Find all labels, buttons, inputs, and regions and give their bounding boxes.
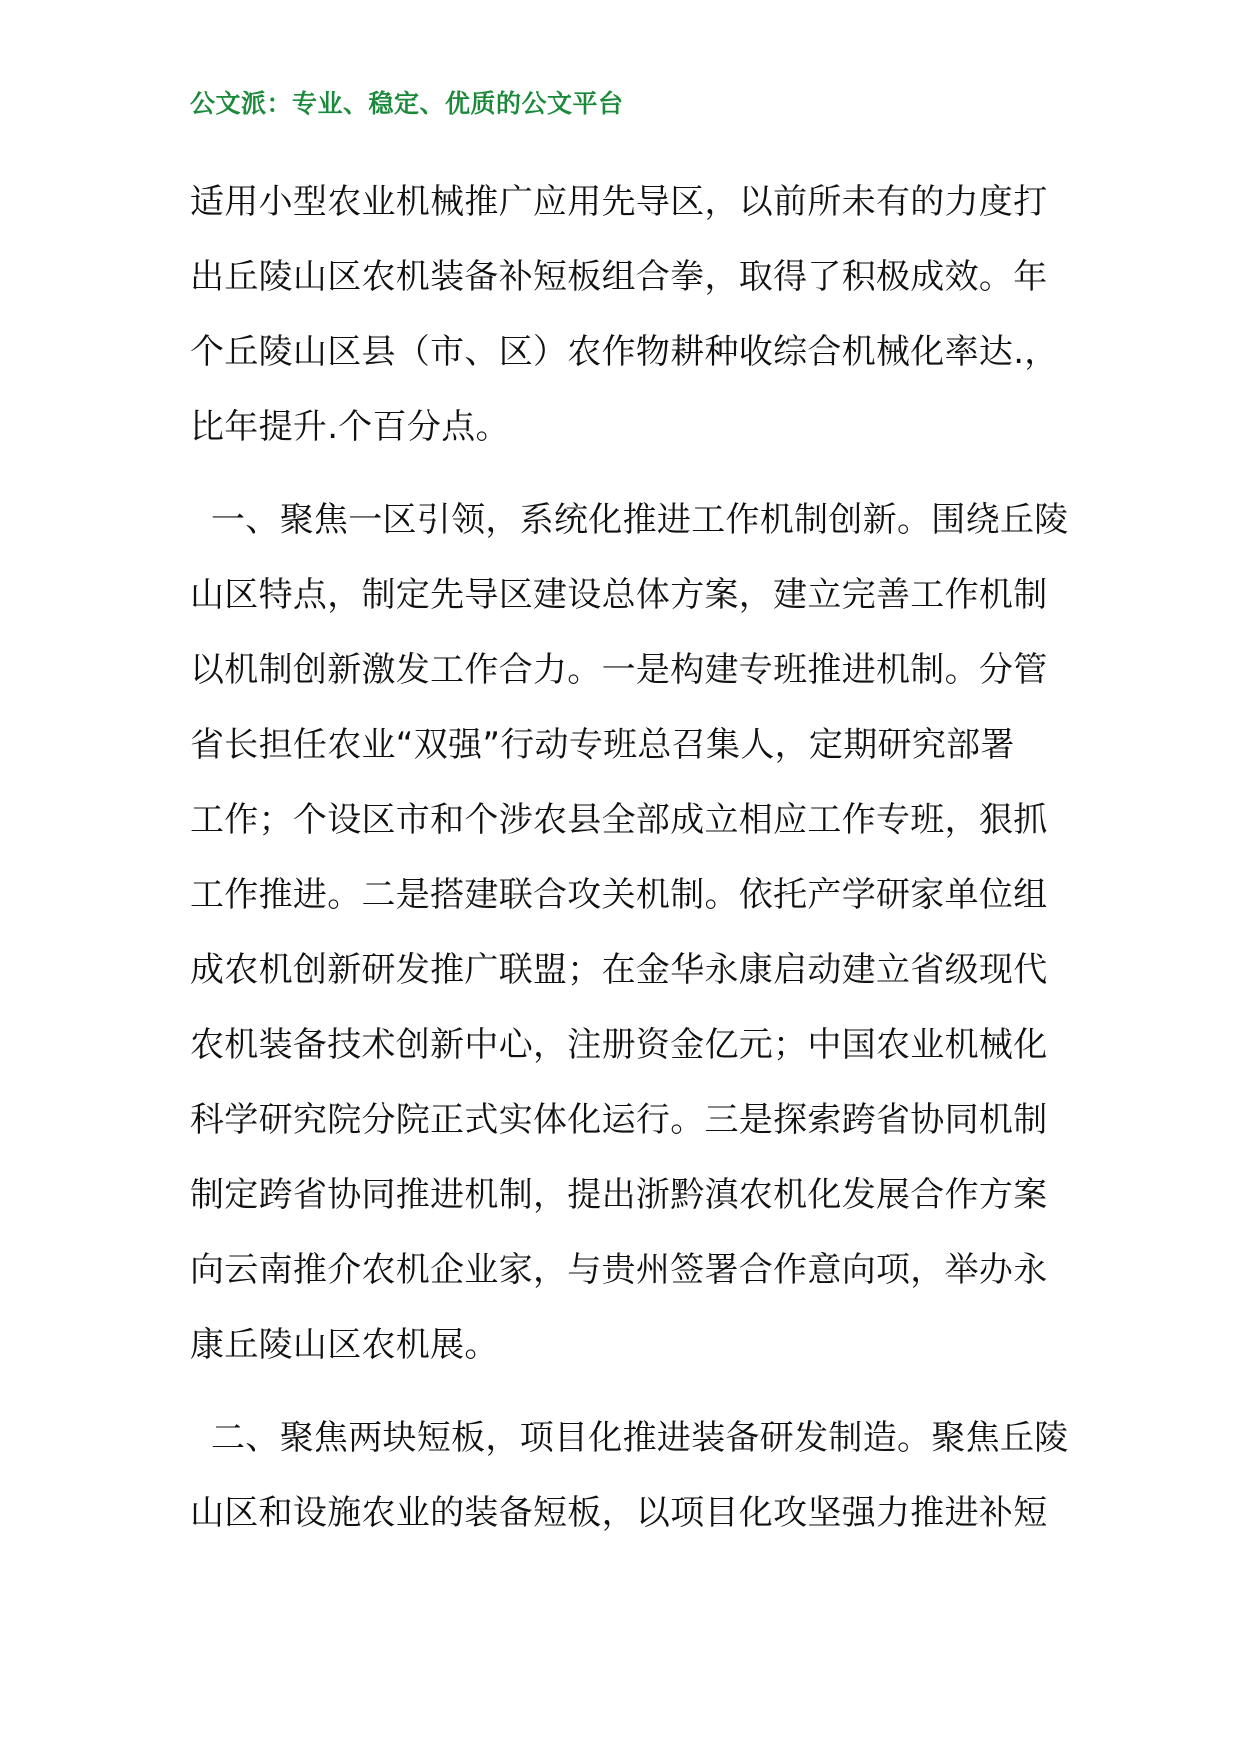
document-body bbox=[190, 165, 1069, 1551]
text-line: 工作；个设区市和个涉农县全部成立相应工作专班，狠抓 bbox=[190, 800, 1048, 840]
text-line: 省长担任农业“双强”行动专班总召集人，定期研究部署 bbox=[190, 725, 1015, 765]
text-line: 出丘陵山区农机装备补短板组合拳，取得了积极成效。年 bbox=[190, 257, 1048, 297]
text-line: 比年提升.个百分点。 bbox=[190, 407, 510, 447]
page-header: 公文派：专业、稳定、优质的公文平台 bbox=[190, 89, 624, 118]
text-line: 二、聚焦两块短板，项目化推进装备研发制造。聚焦丘陵 bbox=[211, 1418, 1069, 1458]
paragraph bbox=[190, 1401, 1069, 1551]
paragraph-gap bbox=[190, 1383, 1060, 1401]
text-line: 向云南推介农机企业家，与贵州签署合作意向项，举办永 bbox=[190, 1250, 1048, 1290]
text-line: 适用小型农业机械推广应用先导区，以前所未有的力度打 bbox=[190, 182, 1048, 222]
text-line: 农机装备技术创新中心，注册资金亿元；中国农业机械化 bbox=[190, 1025, 1048, 1065]
paragraph-gap bbox=[190, 465, 1060, 483]
paragraph bbox=[190, 165, 1060, 465]
text-line: 山区和设施农业的装备短板，以项目化攻坚强力推进补短 bbox=[190, 1493, 1048, 1533]
paragraph bbox=[190, 483, 1069, 1383]
text-line: 康丘陵山区农机展。 bbox=[190, 1325, 499, 1365]
text-line: 成农机创新研发推广联盟；在金华永康启动建立省级现代 bbox=[190, 950, 1048, 990]
text-line: 工作推进。二是搭建联合攻关机制。依托产学研家单位组 bbox=[190, 875, 1048, 915]
text-line: 一、聚焦一区引领，系统化推进工作机制创新。围绕丘陵 bbox=[211, 500, 1069, 540]
text-line: 制定跨省协同推进机制，提出浙黔滇农机化发展合作方案 bbox=[190, 1175, 1048, 1215]
text-line: 个丘陵山区县（市、区）农作物耕种收综合机械化率达.， bbox=[190, 332, 1059, 372]
text-line: 以机制创新激发工作合力。一是构建专班推进机制。分管 bbox=[190, 650, 1048, 690]
text-line: 山区特点，制定先导区建设总体方案，建立完善工作机制 bbox=[190, 575, 1048, 615]
text-line: 科学研究院分院正式实体化运行。三是探索跨省协同机制 bbox=[190, 1100, 1048, 1140]
